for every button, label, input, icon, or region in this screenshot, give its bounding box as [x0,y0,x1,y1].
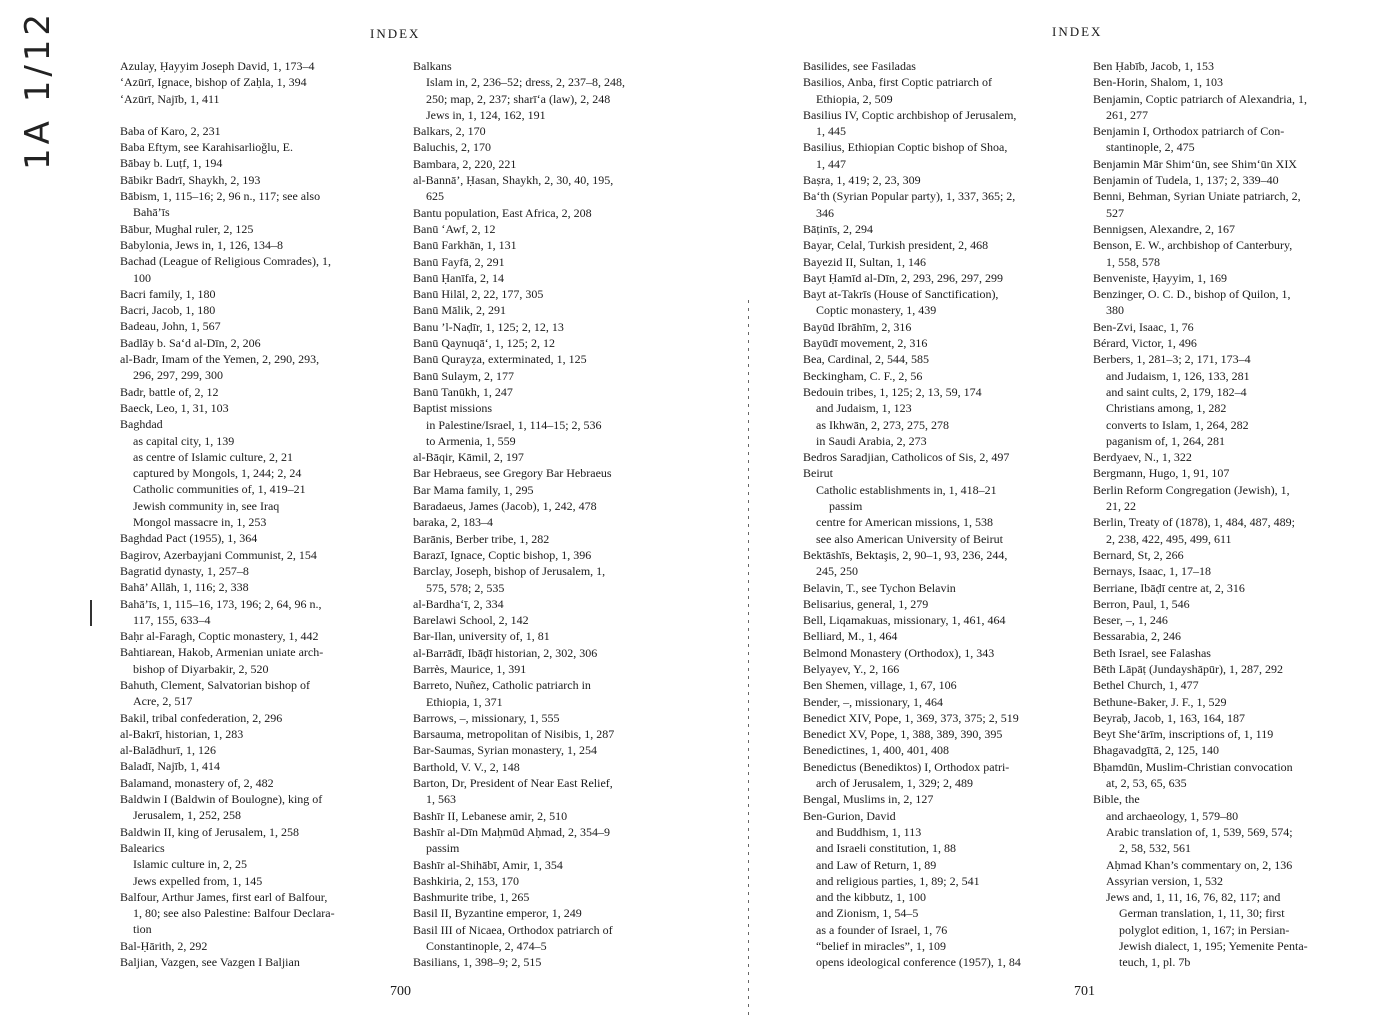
index-subentry: in Saudi Arabia, 2, 273 [816,433,927,448]
index-subentry: to Armenia, 1, 559 [426,433,516,448]
index-subentry: polyglot edition, 1, 167; in Persian- [1119,922,1290,937]
index-entry: Benveniste, Ḥayyim, 1, 169 [1093,270,1227,285]
page-number: 701 [1074,984,1095,999]
index-subentry: centre for American missions, 1, 538 [816,515,993,530]
index-entry: Benjamin, Coptic patriarch of Alexandria, 1, [1093,91,1307,106]
index-entry: Barreto, Nuñez, Catholic patriarch in [413,678,591,693]
index-entry: Bernard, St, 2, 266 [1093,547,1184,562]
index-subentry: and the kibbutz, 1, 100 [816,890,926,905]
index-entry: Barsauma, metropolitan of Nisibis, 1, 287 [413,727,615,742]
index-subentry: Constantinople, 2, 474–5 [426,939,547,954]
index-subentry: and Israeli constitution, 1, 88 [816,841,956,856]
index-subentry: Jewish dialect, 1, 195; Yemenite Penta- [1119,939,1308,954]
index-entry: Berlin Reform Congregation (Jewish), 1, [1093,482,1290,497]
index-entry: Bashmurite tribe, 1, 265 [413,890,530,905]
index-subentry: in Palestine/Israel, 1, 114–15; 2, 536 [426,417,602,432]
index-subentry: Jewish community in, see Iraq [133,498,280,513]
index-entry: Bāṭinīs, 2, 294 [803,221,874,236]
index-subentry: 2, 58, 532, 561 [1119,841,1191,856]
index-entry: Bahā’ Allāh, 1, 116; 2, 338 [120,580,249,595]
index-entry: Bhagavadgītā, 2, 125, 140 [1093,743,1219,758]
index-entry: Bayt at-Takrīs (House of Sanctification), [803,287,999,302]
index-entry: Bēth Lāpāṭ (Jundayshāpūr), 1, 287, 292 [1093,661,1283,676]
index-entry: Baeck, Leo, 1, 31, 103 [120,400,229,415]
index-subentry: Catholic communities of, 1, 419–21 [133,482,306,497]
index-subentry: stantinople, 2, 475 [1106,140,1195,155]
index-subentry: Jews expelled from, 1, 145 [133,873,263,888]
index-subentry: 296, 297, 299, 300 [133,368,223,383]
index-entry: Bahtiarean, Hakob, Armenian uniate arch- [120,645,324,660]
index-entry: Benjamin Mār Shim‘ūn, see Shim‘ūn XIX [1093,156,1297,171]
index-subentry: opens ideological conference (1957), 1, 84 [816,955,1021,970]
index-subentry: and Buddhism, 1, 113 [816,824,922,839]
index-subentry: teuch, 1, pl. 7b [1119,955,1191,970]
index-entry: Balkans [413,59,452,73]
index-entry: Bedros Saradjian, Catholicos of Sis, 2, 497 [803,450,1010,465]
index-subentry: and religious parties, 1, 89; 2, 541 [816,873,980,888]
index-subentry: Christians among, 1, 282 [1106,401,1227,416]
index-entry: Benjamin I, Orthodox patriarch of Con- [1093,124,1285,139]
right-page [700,0,1400,1032]
index-subentry: tion [133,922,152,937]
index-entry: Bayūd Ibrāhīm, 2, 316 [803,319,912,334]
index-entry: Badeau, John, 1, 567 [120,319,221,334]
index-entry: Bachad (League of Religious Comrades), 1, [120,254,331,269]
index-entry: Bābur, Mughal ruler, 2, 125 [120,221,254,236]
index-column [1093,58,1375,971]
index-entry: Basilius, Ethiopian Coptic bishop of Shoa, [803,140,1008,155]
index-subentry: 625 [426,189,444,204]
page-header: INDEX [370,26,421,41]
index-column [413,58,685,971]
index-entry: al-Barrādī, Ibāḍī historian, 2, 302, 306 [413,645,598,660]
index-subentry: 527 [1106,205,1124,220]
index-entry: Benni, Behman, Syrian Uniate patriarch, 2, [1093,189,1301,204]
index-entry: Berlin, Treaty of (1878), 1, 484, 487, 489; [1093,515,1295,530]
index-subentry: Islam in, 2, 236–52; dress, 2, 237–8, 248, [426,75,625,90]
index-subentry: 1, 558, 578 [1106,254,1160,269]
index-entry: Barton, Dr, President of Near East Relief, [413,776,613,791]
index-entry: Beyraḅ, Jacob, 1, 163, 164, 187 [1093,710,1245,725]
index-entry: al-Bardha‘ī, 2, 334 [413,596,504,611]
index-subentry: Bahā’īs [133,205,170,220]
index-entry: Bahuth, Clement, Salvatorian bishop of [120,677,310,692]
index-subentry: at, 2, 53, 65, 635 [1106,776,1187,791]
index-subentry: arch of Jerusalem, 1, 329; 2, 489 [816,776,973,791]
index-subentry: 250; map, 2, 237; sharī‘a (law), 2, 248 [426,91,611,106]
index-entry: Bagirov, Azerbayjani Communist, 2, 154 [120,547,317,562]
index-subentry: 21, 22 [1106,499,1136,514]
index-entry: Balearics [120,840,165,855]
index-entry: Basilios, Anba, first Coptic patriarch of [803,75,992,90]
index-subentry: Jews in, 1, 124, 162, 191 [426,107,546,122]
index-entry: Ben-Gurion, David [803,808,896,823]
index-subentry: 346 [816,205,834,220]
index-entry: Bar-Saumas, Syrian monastery, 1, 254 [413,743,597,758]
index-entry: Barazī, Ignace, Coptic bishop, 1, 396 [413,547,592,562]
index-entry: Balkars, 2, 170 [413,124,486,139]
index-entry: Bell, Liqamakuas, missionary, 1, 461, 464 [803,613,1006,628]
index-entry: Beckingham, C. F., 2, 56 [803,368,923,383]
index-entry: Baladī, Najīb, 1, 414 [120,759,220,774]
index-subentry: passim [426,841,460,856]
index-entry: ‘Azūrī, Najīb, 1, 411 [120,91,220,106]
index-entry: Baldwin II, king of Jerusalem, 1, 258 [120,824,299,839]
index-entry: Bakil, tribal confederation, 2, 296 [120,710,283,725]
index-subentry: Coptic monastery, 1, 439 [816,303,937,318]
index-subentry: and Law of Return, 1, 89 [816,857,937,872]
index-entry: Banū Qurayẓa, exterminated, 1, 125 [413,352,587,367]
index-entry: Benzinger, O. C. D., bishop of Quilon, 1, [1093,287,1291,302]
index-entry: Basilides, see Fasiladas [803,59,916,73]
index-subentry: paganism of, 1, 264, 281 [1106,433,1225,448]
index-entry: Bethune-Baker, J. F., 1, 529 [1093,694,1227,709]
index-entry: Beyt She‘ārīm, inscriptions of, 1, 119 [1093,727,1274,742]
index-subentry: 1, 80; see also Palestine: Balfour Declara- [133,906,335,921]
index-entry: Bergmann, Hugo, 1, 91, 107 [1093,466,1230,481]
index-entry: Bambara, 2, 220, 221 [413,156,517,171]
index-entry: Basil II, Byzantine emperor, 1, 249 [413,906,582,921]
index-entry: Ben-Zvi, Isaac, 1, 76 [1093,319,1194,334]
index-subentry: Ethiopia, 2, 509 [816,91,893,106]
index-subentry: 1, 447 [816,156,846,171]
index-entry: Banū Qaynuqā‘, 1, 125; 2, 12 [413,336,555,351]
index-entry: Beirut [803,466,833,481]
index-entry: Banū Sulaym, 2, 177 [413,368,514,383]
index-entry: Barānis, Berber tribe, 1, 282 [413,531,550,546]
index-entry: Baghdad Pact (1955), 1, 364 [120,531,258,546]
index-entry: Baḥr al-Faragh, Coptic monastery, 1, 442 [120,629,319,644]
index-gap [120,107,392,123]
index-entry: Bābikr Badrī, Shaykh, 2, 193 [120,172,261,187]
index-entry: Balamand, monastery of, 2, 482 [120,775,274,790]
index-subentry: Assyrian version, 1, 532 [1106,873,1223,888]
index-entry: Beser, –, 1, 246 [1093,613,1168,628]
index-entry: al-Bakrī, historian, 1, 283 [120,726,244,741]
index-subentry: Jerusalem, 1, 252, 258 [133,808,241,823]
index-subentry: as Ikhwān, 2, 273, 275, 278 [816,417,949,432]
pencil-mark [90,600,92,626]
index-subentry: and Judaism, 1, 126, 133, 281 [1106,368,1250,383]
index-subentry: converts to Islam, 1, 264, 282 [1106,417,1249,432]
index-entry: Baradaeus, James (Jacob), 1, 242, 478 [413,499,597,514]
index-subentry: 245, 250 [816,564,858,579]
index-entry: Beth Israel, see Falashas [1093,645,1211,660]
index-entry: Bantu population, East Africa, 2, 208 [413,205,592,220]
index-entry: Berdyaev, N., 1, 322 [1093,450,1192,465]
index-entry: Baba of Karo, 2, 231 [120,123,221,138]
index-subentry: Mongol massacre in, 1, 253 [133,515,267,530]
index-entry: Banū Ḥanīfa, 2, 14 [413,270,504,285]
index-entry: Belisarius, general, 1, 279 [803,596,929,611]
index-entry: Bérard, Victor, 1, 496 [1093,336,1197,351]
index-entry: Barthold, V. V., 2, 148 [413,759,520,774]
index-entry: Berron, Paul, 1, 546 [1093,596,1190,611]
index-entry: Bayar, Celal, Turkish president, 2, 468 [803,238,989,253]
index-subentry: 575, 578; 2, 535 [426,580,505,595]
index-subentry: German translation, 1, 11, 30; first [1119,906,1285,921]
index-entry: Basilians, 1, 398–9; 2, 515 [413,955,542,970]
index-entry: Bedouin tribes, 1, 125; 2, 13, 59, 174 [803,384,982,399]
index-subentry: Jews and, 1, 11, 16, 76, 82, 117; and [1106,890,1281,905]
index-entry: Ba‘th (Syrian Popular party), 1, 337, 365; 2, [803,189,1016,204]
index-entry: Benson, E. W., archbishop of Canterbury, [1093,238,1293,253]
index-entry: Baṣra, 1, 419; 2, 23, 309 [803,173,921,188]
index-entry: Baljian, Vazgen, see Vazgen I Baljian [120,955,300,970]
page-number: 700 [390,984,411,999]
index-entry: Ben Ḥabīb, Jacob, 1, 153 [1093,59,1214,73]
index-subentry: Ethiopia, 1, 371 [426,694,503,709]
index-entry: Banū Fayfā, 2, 291 [413,254,505,269]
index-entry: al-Badr, Imam of the Yemen, 2, 290, 293, [120,352,320,367]
index-subentry: 2, 238, 422, 495, 499, 611 [1106,531,1232,546]
index-subentry: Arabic translation of, 1, 539, 569, 574; [1106,824,1293,839]
index-entry: al-Bāqir, Kāmil, 2, 197 [413,450,524,465]
index-column [120,58,392,970]
index-entry: Baghdad [120,417,163,432]
index-entry: Bayezid II, Sultan, 1, 146 [803,254,926,269]
index-subentry: 100 [133,270,151,285]
index-subentry: passim [829,499,863,514]
index-entry: Bennigsen, Alexandre, 2, 167 [1093,221,1235,236]
index-subentry: 380 [1106,303,1124,318]
index-entry: Benedict XIV, Pope, 1, 369, 373, 375; 2, 519 [803,710,1019,725]
index-entry: Bashīr al-Dīn Maḥmūd Aḥmad, 2, 354–9 [413,824,610,839]
index-subentry: and Zionism, 1, 54–5 [816,906,919,921]
index-subentry: Catholic establishments in, 1, 418–21 [816,482,997,497]
index-entry: Banū Hilāl, 2, 22, 177, 305 [413,287,544,302]
index-entry: al-Balādhurī, 1, 126 [120,743,216,758]
index-subentry: Aḥmad Khan’s commentary on, 2, 136 [1106,857,1293,872]
index-entry: Baluchis, 2, 170 [413,140,491,155]
index-entry: Bar-Ilan, university of, 1, 81 [413,629,550,644]
index-entry: baraka, 2, 183–4 [413,515,493,530]
index-entry: Benedictus (Benediktos) I, Orthodox patri- [803,759,1010,774]
index-subentry: 1, 563 [426,792,456,807]
index-entry: Belavin, T., see Tychon Belavin [803,580,956,595]
index-entry: Bagratid dynasty, 1, 257–8 [120,563,249,578]
index-entry: Bernays, Isaac, 1, 17–18 [1093,564,1211,579]
index-entry: Belliard, M., 1, 464 [803,629,898,644]
index-subentry: captured by Mongols, 1, 244; 2, 24 [133,466,302,481]
index-entry: Bar Mama family, 1, 295 [413,482,534,497]
index-entry: Basil III of Nicaea, Orthodox patriarch of [413,922,613,937]
index-entry: Banū Tanūkh, 1, 247 [413,384,513,399]
handwritten-margin-note: 1A 1/12 [18,9,58,170]
index-subentry: bishop of Diyarbakir, 2, 520 [133,661,269,676]
page-header: INDEX [1052,24,1103,39]
index-subentry: Acre, 2, 517 [133,694,193,709]
index-subentry: 261, 277 [1106,107,1148,122]
index-entry: Bashīr al-Shihābī, Amir, 1, 354 [413,857,563,872]
index-entry: Badr, battle of, 2, 12 [120,384,219,399]
index-subentry: “belief in miracles”, 1, 109 [816,939,946,954]
index-entry: Bar Hebraeus, see Gregory Bar Hebraeus [413,466,612,481]
index-subentry: as a founder of Israel, 1, 76 [816,922,948,937]
index-entry: Bender, –, missionary, 1, 464 [803,694,944,709]
index-entry: Banū Farkhān, 1, 131 [413,238,517,253]
index-subentry: as capital city, 1, 139 [133,433,235,448]
index-entry: Bashīr II, Lebanese amir, 2, 510 [413,808,568,823]
index-entry: Baldwin I (Baldwin of Boulogne), king of [120,792,323,807]
index-entry: Bacri family, 1, 180 [120,286,216,301]
index-entry: Babylonia, Jews in, 1, 126, 134–8 [120,237,283,252]
index-entry: Barclay, Joseph, bishop of Jerusalem, 1, [413,564,606,579]
index-entry: Ben Shemen, village, 1, 67, 106 [803,678,957,693]
index-entry: Bible, the [1093,792,1140,807]
index-entry: Baba Eftym, see Karahisarlioğlu, E. [120,140,293,155]
index-entry: Berriane, Ibāḍī centre at, 2, 316 [1093,580,1245,595]
index-entry: Bahā’īs, 1, 115–16, 173, 196; 2, 64, 96 n., [120,596,322,611]
index-entry: Banū Mālik, 2, 291 [413,303,506,318]
index-entry: Baptist missions [413,401,493,416]
index-subentry: Islamic culture in, 2, 25 [133,857,247,872]
index-entry: Benedictines, 1, 400, 401, 408 [803,743,949,758]
index-subentry: and Judaism, 1, 123 [816,401,912,416]
index-entry: Barrès, Maurice, 1, 391 [413,661,527,676]
index-subentry: see also American University of Beirut [816,531,1003,546]
index-entry: Banū ‘Awf, 2, 12 [413,221,496,236]
index-entry: Bayūdī movement, 2, 316 [803,336,928,351]
index-entry: Bḥamdūn, Muslim-Christian convocation [1093,759,1293,774]
index-entry: Berbers, 1, 281–3; 2, 171, 173–4 [1093,352,1251,367]
index-entry: Benedict XV, Pope, 1, 388, 389, 390, 395 [803,727,1003,742]
index-column [803,58,1078,971]
index-entry: Bayt Ḥamīd al-Dīn, 2, 293, 296, 297, 299 [803,270,1003,285]
index-entry: al-Bannā’, Ḥasan, Shaykh, 2, 30, 40, 195, [413,173,614,188]
index-subentry: as centre of Islamic culture, 2, 21 [133,449,293,464]
index-entry: Bengal, Muslims in, 2, 127 [803,792,934,807]
index-subentry: and archaeology, 1, 579–80 [1106,808,1239,823]
index-entry: Bābism, 1, 115–16; 2, 96 n., 117; see also [120,189,321,204]
index-entry: Azulay, Ḥayyim Joseph David, 1, 173–4 [120,59,315,73]
index-entry: Balfour, Arthur James, first earl of Balfour, [120,889,328,904]
index-subentry: 1, 445 [816,124,846,139]
index-entry: Belmond Monastery (Orthodox), 1, 343 [803,645,995,660]
index-entry: Barrows, –, missionary, 1, 555 [413,710,560,725]
index-entry: Banu ’l-Naḍīr, 1, 125; 2, 12, 13 [413,319,564,334]
index-entry: Bethel Church, 1, 477 [1093,678,1199,693]
index-entry: Bektāshīs, Bektaşis, 2, 90–1, 93, 236, 244, [803,547,1008,562]
index-entry: Ben-Horin, Shalom, 1, 103 [1093,75,1223,90]
index-entry: Bea, Cardinal, 2, 544, 585 [803,352,929,367]
index-subentry: and saint cults, 2, 179, 182–4 [1106,384,1247,399]
index-entry: Bessarabia, 2, 246 [1093,629,1181,644]
index-entry: Bacri, Jacob, 1, 180 [120,303,216,318]
index-entry: Basilius IV, Coptic archbishop of Jerusalem, [803,107,1017,122]
index-entry: Bal-Ḥārith, 2, 292 [120,938,208,953]
index-entry: Benjamin of Tudela, 1, 137; 2, 339–40 [1093,173,1279,188]
index-entry: Badlāy b. Sa‘d al-Dīn, 2, 206 [120,335,261,350]
index-entry: Bashkiria, 2, 153, 170 [413,873,519,888]
index-entry: Barelawi School, 2, 142 [413,613,529,628]
index-entry: ‘Azūrī, Ignace, bishop of Zaḥla, 1, 394 [120,75,307,90]
index-entry: Bābay b. Luṭf, 1, 194 [120,156,223,171]
index-entry: Belyayev, Y., 2, 166 [803,661,900,676]
index-subentry: 117, 155, 633–4 [133,612,211,627]
